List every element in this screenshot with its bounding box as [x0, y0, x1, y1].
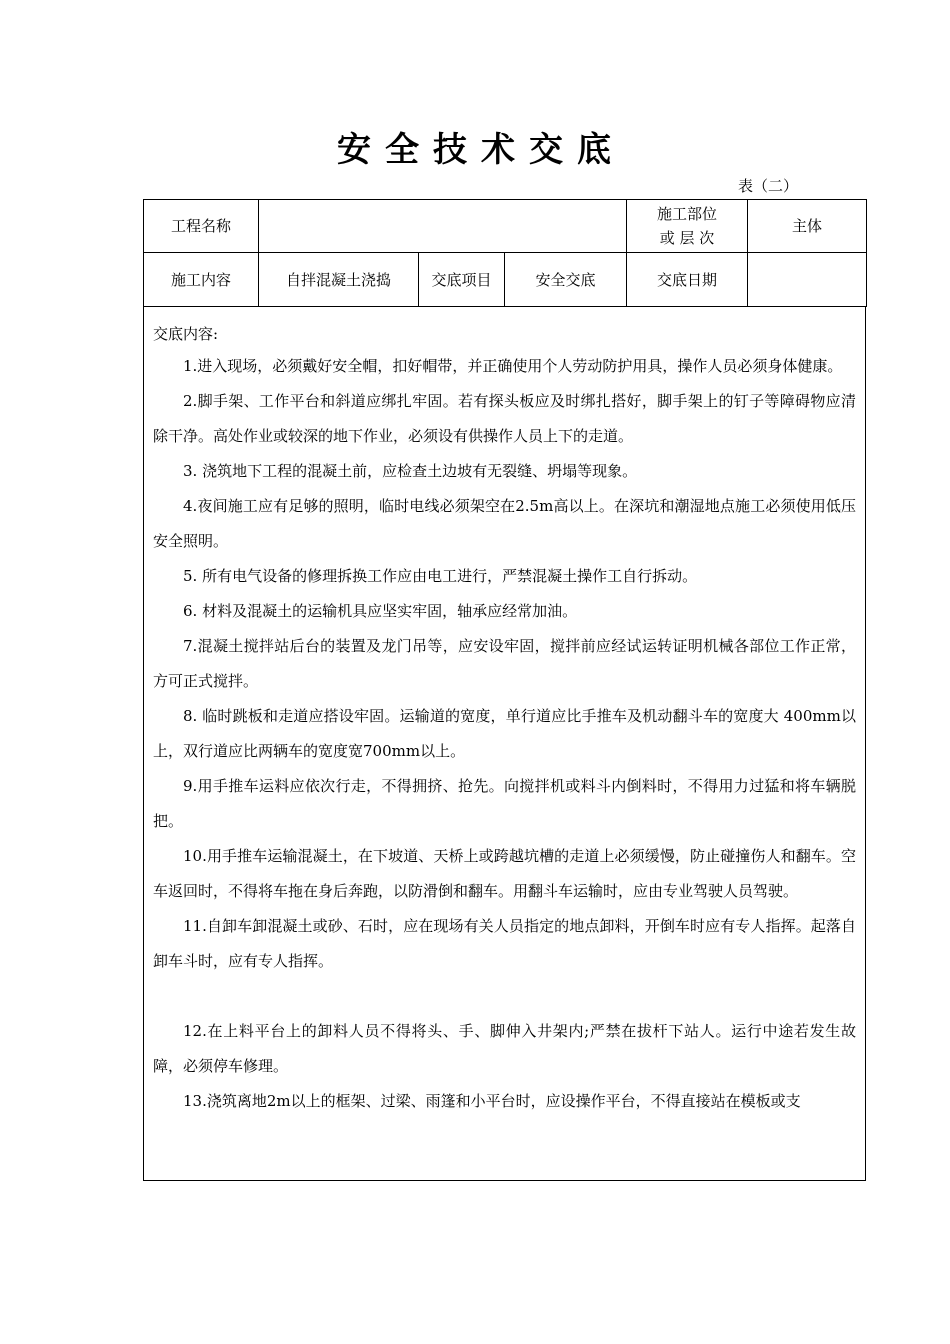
- content-item-7: 7.混凝土搅拌站后台的装置及龙门吊等，应安设牢固，搅拌前应经试运转证明机械各部位工作正常，方可正式搅拌。: [153, 637, 856, 690]
- content-item-4: 4.夜间施工应有足够的照明，临时电线必须架空在2.5m高以上。在深坑和潮湿地点施工必须使用低压安全照明。: [153, 497, 856, 550]
- header-row-project: [144, 200, 867, 253]
- content-item-5: 5. 所有电气设备的修理拆换工作应由电工进行，严禁混凝土操作工自行拆动。: [183, 567, 698, 585]
- content-item-2: 2.脚手架、工作平台和斜道应绑扎牢固。若有探头板应及时绑扎搭好，脚手架上的钉子等障碍物应清除干净。高处作业或较深的地下作业，必须设有供操作人员上下的走道。: [153, 392, 856, 445]
- location-label-line2: 或 层 次: [659, 229, 715, 247]
- content-label: 交底内容:: [153, 325, 219, 343]
- content-item-12: 12.在上料平台上的卸料人员不得将头、手、脚伸入井架内;严禁在拔杆下站人。运行中途若发生故障，必须停车修理。: [153, 1022, 856, 1075]
- content-box: [143, 306, 866, 1181]
- content-item-13: 13.浇筑离地2m以上的框架、过梁、雨篷和小平台时，应设操作平台，不得直接站在模板或支: [183, 1092, 801, 1110]
- content-item-11: 11.自卸车卸混凝土或砂、石时，应在现场有关人员指定的地点卸料，开倒车时应有专人指挥。起落自卸车斗时，应有专人指挥。: [153, 917, 856, 970]
- header-row-work: [144, 253, 867, 307]
- content-item-8: 8. 临时跳板和走道应搭设牢固。运输道的宽度，单行道应比手推车及机动翻斗车的宽度大 400mm以上，双行道应比两辆车的宽度宽700mm以上。: [153, 707, 856, 760]
- project-name-label: 工程名称: [144, 200, 259, 253]
- header-table: [143, 199, 867, 307]
- content-item-9: 9.用手推车运料应依次行走，不得拥挤、抢先。向搅拌机或料斗内倒料时，不得用力过猛和将车辆脱把。: [153, 777, 856, 830]
- location-value: 主体: [748, 200, 867, 253]
- work-content-value: 自拌混凝土浇捣: [259, 253, 419, 307]
- content-item-10: 10.用手推车运输混凝土，在下坡道、天桥上或跨越坑槽的走道上必须缓慢，防止碰撞伤人和翻车。空车返回时，不得将车拖在身后奔跑，以防滑倒和翻车。用翻斗车运输时，应由专业驾驶人员驾驶。: [153, 847, 856, 900]
- form-number: 表（二）: [738, 177, 799, 195]
- date-label: 交底日期: [627, 253, 748, 307]
- page-title: 安全技术交底: [337, 130, 625, 170]
- content-item-3: 3. 浇筑地下工程的混凝土前，应检查土边坡有无裂缝、坍塌等现象。: [183, 462, 638, 480]
- project-name-value: [259, 200, 627, 253]
- work-content-label: 施工内容: [144, 253, 259, 307]
- content-spacer: [153, 979, 856, 1014]
- content-item-1: 1.进入现场，必须戴好安全帽，扣好帽带，并正确使用个人劳动防护用具，操作人员必须身体健康。: [183, 357, 843, 375]
- date-value: [748, 253, 867, 307]
- content-item-6: 6. 材料及混凝土的运输机具应坚实牢固，轴承应经常加油。: [183, 602, 578, 620]
- item-value: 安全交底: [505, 253, 627, 307]
- location-label: [627, 200, 748, 253]
- location-label-line1: 施工部位: [657, 205, 718, 223]
- item-label: 交底项目: [419, 253, 505, 307]
